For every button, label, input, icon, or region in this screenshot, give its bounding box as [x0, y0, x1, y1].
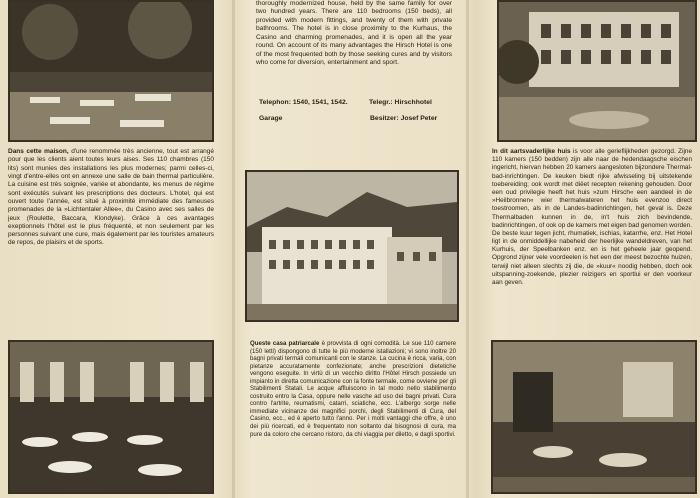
fold-line-right [466, 0, 469, 498]
fold-line-left [232, 0, 235, 498]
photo-hotel-courtyard [497, 0, 697, 142]
dutch-body: is voor alle gerieflijkheden gezorgd. Zijne 110 kamers (150 bedden) zijn alle naar de hedendaagsche eischen ingericht, hiervan hebben 20 kamers aangesloten bijzondere Thermal-bad-inrichtingen. De keuken biedt rijke afwisseling bij uitstekende toebereiding; ook wordt met diëet recepten rekening gehouden. Door een oud privilegie heeft het huis »zum Hirsch« een aandeel in de »Heilbronnen« wier thermalwateren het huis evenzoo direct toestroomen, als in de Landes-badinrichtingen, het geval is. Deze Thermalbaden kunnen in de, in't huis zich bevindende, badinrichtingen, of ook op de kamers met eigen bad genomen worden. De beste kuur tegen jicht, rhumatiek, ischias, katarrhe, enz. Het Hotel ligt in de onmiddellijke nabeheid der heerlijke wandeldreven, van het Kurhuis, der Speelbanken enz. en is het geheele jaar geopend. Opgrond zijner vele voordeelen is het een der meest bezochte huizen, terwijl niet alleen slechts zij die, de »kuur« noodig hebben, doch ook uitspanning-zoekende, plezier reizigers en sportlui er den voorkeur aan geven. [492, 148, 693, 286]
italian-body: è provvista di ogni comodità. Le sue 110 camere (150 letti) dispongono di tutte le più moderne istallazioni; vi sono inoltre 20 bagni privati termali comunicanti con le stanze. La cucina è ricca, varia, con pietanze accuratamente confezionate; anche prescrizioni dietetiche vengono eseguite. In virtù di un vecchio diritto l'Hôtel Hirsch possiede un impianto in diretta comunicazione con la fonte termale, come ovviene per gli Stabilimenti Statali. Le acque affluiscono in tal modo nello stabilimento costruito entro la Casa, oppure nelle vasche ad uso dei bagni privati. Cura contro l'artrite, reumatismi, catarri, sciatiche, ecc. L'albergo sorge nelle immediate vicinanze dei magnifici porchi, degli Stabilimenti di Cura, del Casino, ecc., ed è aperto tutto l'anno. Per i molti vantaggi che offre, è uno dei più ricercati, ed è frequentato non soltanto dai bisognosi di cura, ma pure da coloro che cercano ristoro, da chi viaggia per diletto, e dagli sportivi. [250, 340, 456, 438]
photo-dining-hall [8, 340, 214, 494]
telegram-address: Telegr.: Hirschhotel [369, 99, 432, 106]
english-description: thoroughly modernized house, held by the same family for over two hundred years. There are 110 bedrooms (150 beds), all provided with modern fittings, and twenty of them with private bathrooms. The hotel is in close proximity to the Kurhaus, the Casino and charming promenades, and it is open all the year round. On account of its many advantages the Hirsch Hotel is one of the most frequented both by those seeking cures and by visitors who come for diversion, entertainment and sport. [256, 0, 452, 67]
telephone-numbers: Telephon: 1540, 1541, 1542. [259, 99, 348, 106]
dutch-description [492, 148, 692, 287]
dutch-heading: In dit aartsvaderlijke huis [492, 148, 571, 155]
photo-lounge [491, 340, 697, 494]
french-body: d'une renommée très ancienne, tout est arrangé pour que les clients aient toutes leurs aises. Ses 110 chambres (150 lits) sont munies des installations les plus modernes; parmi celles-ci, vingt d'entre-elles ont en annexe une salle de bain thermal particulière. La cuisine est très soignée, variée et abondante, les menus de régime sont exécutés suivant les prescriptions des docteurs. L'hotel, qui est ouvert toute l'année, est situé à proximité immédiate des fameuses promenades de la »Lichtentaler Allee«, du Casino avec ses salles de jeux (Roulette, Baccara, Klondyke). Grâce à ces avantages exeptionnels l'hôtel est le plus fréquenté, et non seulement par les personnes suivant une cure, mais également par les touristes amateurs de repos, de plaisirs et de sports. [8, 148, 214, 247]
french-description [8, 148, 214, 248]
italian-description [250, 340, 456, 438]
french-heading: Dans cette maison, [8, 148, 69, 155]
photo-hotel-exterior [245, 170, 459, 322]
photo-garden-terrace [8, 0, 214, 142]
garage-label: Garage [259, 115, 283, 122]
italian-heading: Queste casa patriarcale [250, 340, 320, 347]
owner-name: Besitzer: Josef Peter [370, 115, 438, 122]
